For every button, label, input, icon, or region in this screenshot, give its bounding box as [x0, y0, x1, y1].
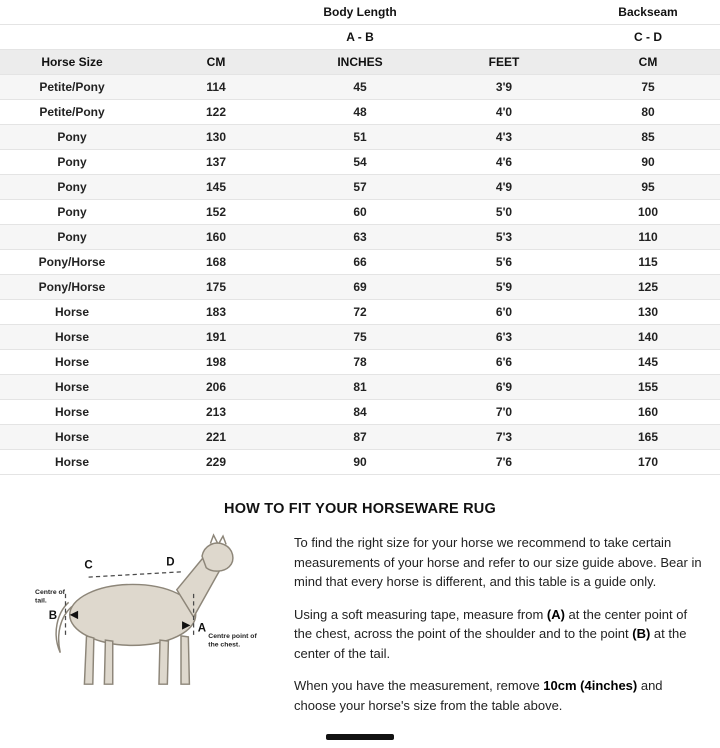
cell-inches: 69 [288, 275, 432, 300]
header-row-measure-points [0, 25, 720, 50]
cell-horse-size: Pony [0, 150, 144, 175]
guide-text: To find the right size for your horse we recommend to take certain measurements of your horse and refer to our size guide above. Bear in mind that every horse is different, and this table is a guide only. [294, 535, 702, 589]
table-row [0, 300, 720, 325]
header-horse-size: Horse Size [0, 50, 144, 75]
cell-body-length-cm: 130 [144, 125, 288, 150]
horse-leg-front-rear [159, 640, 168, 684]
cell-backseam-cm: 125 [576, 275, 720, 300]
table-row [0, 450, 720, 475]
cell-horse-size: Pony [0, 200, 144, 225]
cell-body-length-cm: 206 [144, 375, 288, 400]
size-table-body [0, 75, 720, 475]
cell-inches: 75 [288, 325, 432, 350]
cell-inches: 72 [288, 300, 432, 325]
cell-feet: 3'9 [432, 75, 576, 100]
cell-body-length-cm: 168 [144, 250, 288, 275]
table-row [0, 175, 720, 200]
cell-inches: 87 [288, 425, 432, 450]
cell-horse-size: Horse [0, 325, 144, 350]
header-cm: CM [144, 50, 288, 75]
header-spacer [0, 0, 144, 25]
table-row [0, 150, 720, 175]
table-row [0, 225, 720, 250]
cell-inches: 66 [288, 250, 432, 275]
horse-measurement-diagram [34, 533, 286, 701]
header-row-units [0, 50, 720, 75]
cell-horse-size: Pony/Horse [0, 250, 144, 275]
cell-body-length-cm: 160 [144, 225, 288, 250]
cell-inches: 84 [288, 400, 432, 425]
cell-backseam-cm: 155 [576, 375, 720, 400]
cell-body-length-cm: 122 [144, 100, 288, 125]
cell-body-length-cm: 213 [144, 400, 288, 425]
guide-text: at the center of the tail. [294, 626, 687, 661]
cell-feet: 4'9 [432, 175, 576, 200]
cell-backseam-cm: 110 [576, 225, 720, 250]
chest-caption-2: the chest. [208, 641, 241, 649]
cell-feet: 4'3 [432, 125, 576, 150]
cell-feet: 6'6 [432, 350, 576, 375]
cell-inches: 63 [288, 225, 432, 250]
cell-horse-size: Pony [0, 175, 144, 200]
cell-backseam-cm: 115 [576, 250, 720, 275]
cell-body-length-cm: 114 [144, 75, 288, 100]
cell-backseam-cm: 90 [576, 150, 720, 175]
cell-inches: 90 [288, 450, 432, 475]
horse-tail [56, 602, 72, 652]
table-row [0, 125, 720, 150]
cell-body-length-cm: 145 [144, 175, 288, 200]
cell-backseam-cm: 130 [576, 300, 720, 325]
header-spacer-2 [0, 25, 144, 50]
cell-feet: 5'6 [432, 250, 576, 275]
cell-backseam-cm: 165 [576, 425, 720, 450]
cell-horse-size: Pony [0, 125, 144, 150]
cell-backseam-cm: 80 [576, 100, 720, 125]
cell-horse-size: Horse [0, 300, 144, 325]
guide-paragraph [294, 676, 706, 715]
cell-backseam-cm: 140 [576, 325, 720, 350]
cell-backseam-cm: 85 [576, 125, 720, 150]
point-c-label: C [84, 559, 93, 572]
guide-text: and choose your horse's size from the table above. [294, 678, 663, 713]
cell-body-length-cm: 137 [144, 150, 288, 175]
bottom-bar [326, 734, 394, 740]
point-d-label: D [166, 556, 175, 569]
cell-feet: 5'3 [432, 225, 576, 250]
cell-backseam-cm: 170 [576, 450, 720, 475]
table-row [0, 200, 720, 225]
horse-diagram-svg [34, 533, 286, 701]
guide-body [0, 533, 720, 728]
guide-text: at the center point of the chest, across the point of the shoulder and to the point [294, 606, 688, 641]
size-chart-header [0, 0, 720, 75]
guide-text-bold: 10cm (4inches) [543, 678, 638, 693]
guide-text-bold: (A) [546, 606, 565, 622]
point-a-label: A [197, 622, 207, 635]
tail-caption: Centre of [35, 588, 65, 596]
cell-horse-size: Horse [0, 350, 144, 375]
table-row [0, 250, 720, 275]
cell-inches: 51 [288, 125, 432, 150]
cell-body-length-cm: 198 [144, 350, 288, 375]
table-row [0, 350, 720, 375]
guide-heading: HOW TO FIT YOUR HORSEWARE RUG [224, 501, 496, 517]
horse-head [202, 543, 233, 571]
cell-feet: 5'9 [432, 275, 576, 300]
cell-inches: 78 [288, 350, 432, 375]
table-row [0, 425, 720, 450]
cell-inches: 60 [288, 200, 432, 225]
cell-horse-size: Petite/Pony [0, 75, 144, 100]
cell-horse-size: Horse [0, 450, 144, 475]
header-a-b: A - B [144, 25, 576, 50]
table-row [0, 375, 720, 400]
cell-backseam-cm: 160 [576, 400, 720, 425]
cell-feet: 6'0 [432, 300, 576, 325]
cell-horse-size: Horse [0, 425, 144, 450]
cell-inches: 54 [288, 150, 432, 175]
horse-leg-front-front [181, 636, 189, 684]
header-body-length: Body Length [144, 0, 576, 25]
back-measure-line [89, 572, 181, 577]
point-b-label: B [48, 610, 58, 623]
table-row [0, 275, 720, 300]
table-row [0, 325, 720, 350]
header-inches: INCHES [288, 50, 432, 75]
cell-horse-size: Petite/Pony [0, 100, 144, 125]
header-c-d: C - D [576, 25, 720, 50]
guide-text: Using a soft measuring tape, measure from [294, 606, 547, 622]
guide-paragraph [294, 533, 706, 592]
cell-backseam-cm: 75 [576, 75, 720, 100]
cell-horse-size: Horse [0, 375, 144, 400]
table-row [0, 75, 720, 100]
horse-leg-hind-front [104, 640, 112, 684]
cell-horse-size: Pony/Horse [0, 275, 144, 300]
cell-feet: 6'9 [432, 375, 576, 400]
header-backseam-cm: CM [576, 50, 720, 75]
guide-paragraphs [286, 533, 706, 728]
cell-horse-size: Pony [0, 225, 144, 250]
cell-body-length-cm: 221 [144, 425, 288, 450]
fitting-guide-section [0, 475, 720, 748]
cell-body-length-cm: 175 [144, 275, 288, 300]
cell-feet: 7'0 [432, 400, 576, 425]
cell-feet: 4'0 [432, 100, 576, 125]
cell-inches: 45 [288, 75, 432, 100]
table-row [0, 400, 720, 425]
cell-feet: 7'3 [432, 425, 576, 450]
cell-body-length-cm: 229 [144, 450, 288, 475]
tail-caption-2: tail. [35, 597, 47, 605]
cell-inches: 48 [288, 100, 432, 125]
cell-backseam-cm: 100 [576, 200, 720, 225]
guide-text-bold: (B) [632, 626, 651, 641]
header-row-groups [0, 0, 720, 25]
header-feet: FEET [432, 50, 576, 75]
cell-feet: 5'0 [432, 200, 576, 225]
chest-caption: Centre point of [208, 633, 257, 640]
cell-body-length-cm: 183 [144, 300, 288, 325]
table-row [0, 100, 720, 125]
cell-backseam-cm: 95 [576, 175, 720, 200]
cell-horse-size: Horse [0, 400, 144, 425]
cell-feet: 6'3 [432, 325, 576, 350]
cell-backseam-cm: 145 [576, 350, 720, 375]
cell-inches: 57 [288, 175, 432, 200]
horse-leg-hind-rear [84, 636, 93, 684]
guide-paragraph [294, 605, 706, 664]
cell-body-length-cm: 191 [144, 325, 288, 350]
cell-body-length-cm: 152 [144, 200, 288, 225]
guide-text: When you have the measurement, remove [294, 678, 544, 693]
cell-inches: 81 [288, 375, 432, 400]
cell-feet: 4'6 [432, 150, 576, 175]
cell-feet: 7'6 [432, 450, 576, 475]
header-backseam: Backseam [576, 0, 720, 25]
